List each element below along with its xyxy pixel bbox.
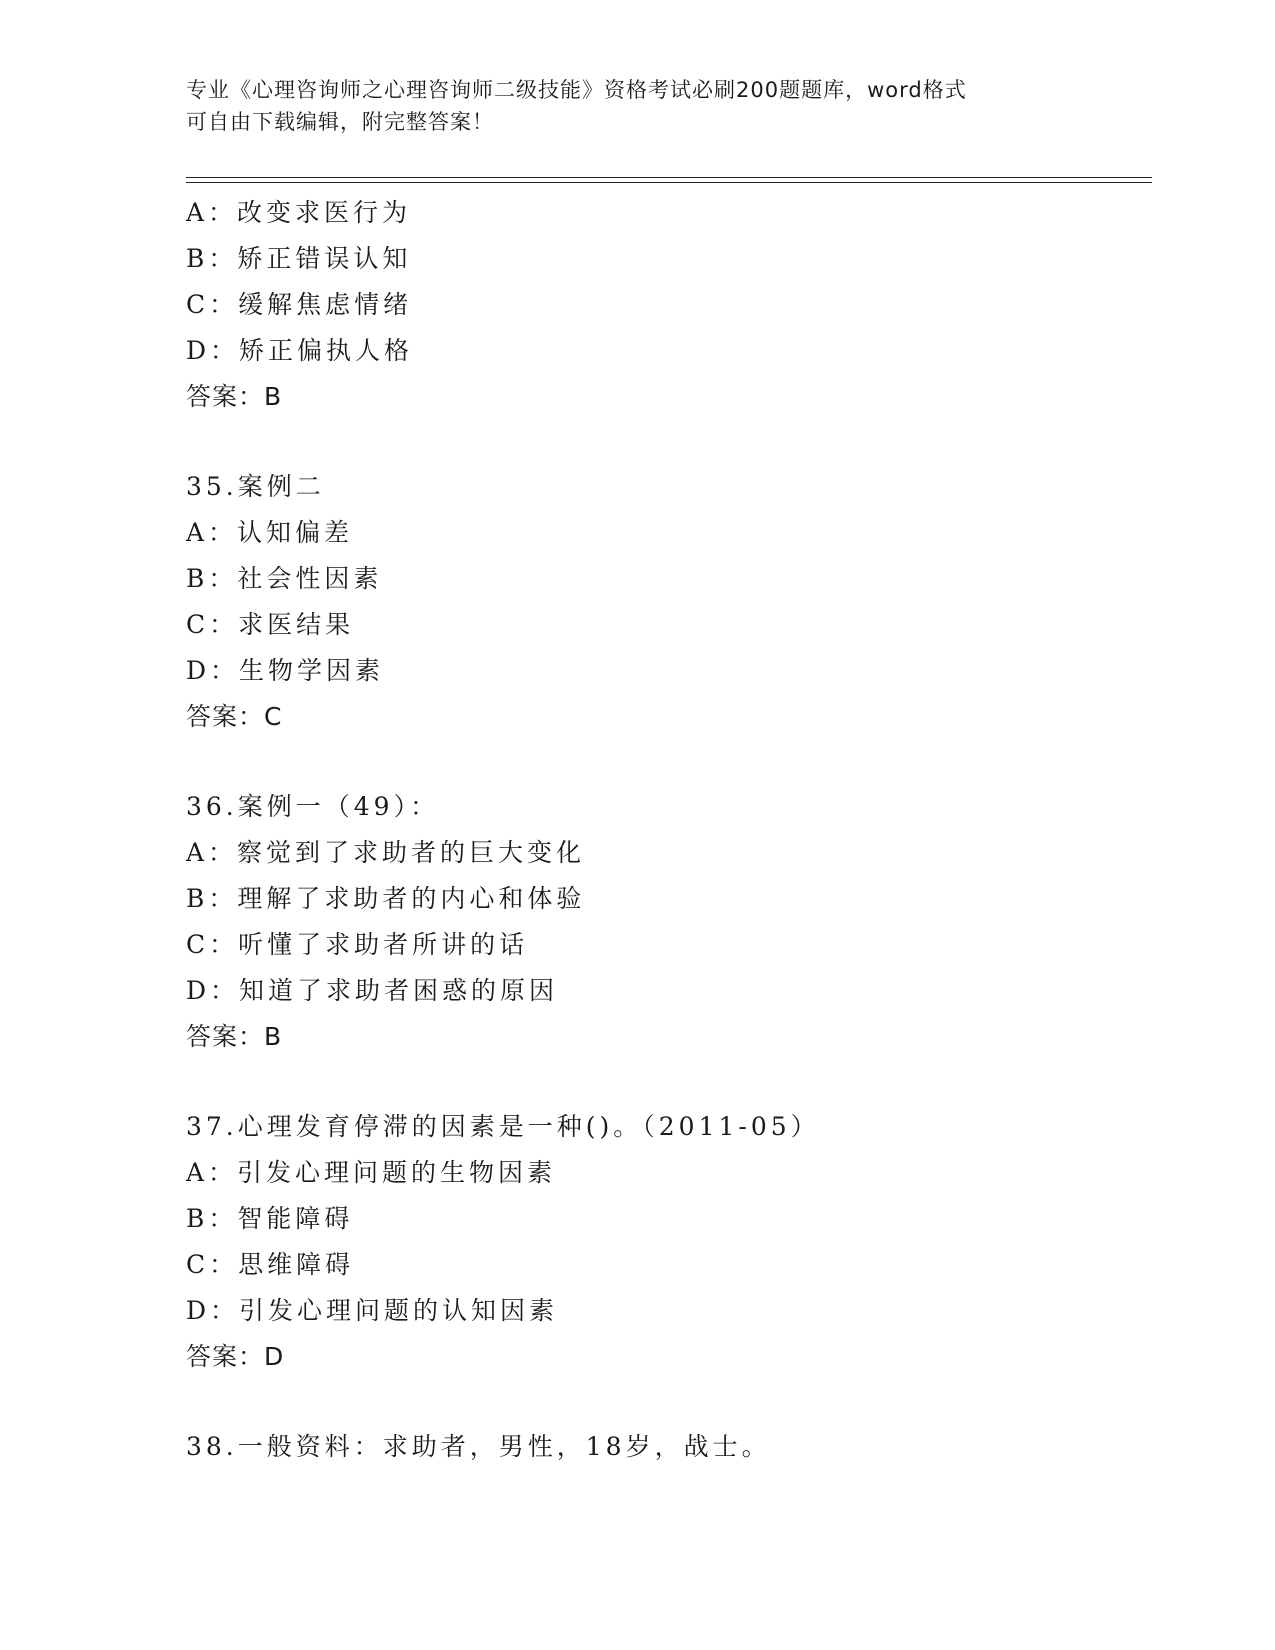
option-b: B：社会性因素 xyxy=(186,564,383,593)
answer: 答案：D xyxy=(186,1342,285,1371)
option-a: A：察觉到了求助者的巨大变化 xyxy=(186,838,586,867)
header-divider-bottom xyxy=(186,182,1152,183)
answer: 答案：B xyxy=(186,1022,283,1051)
option-d: D：生物学因素 xyxy=(186,656,385,685)
option-c: C：思维障碍 xyxy=(186,1250,355,1279)
option-d: D：知道了求助者困惑的原因 xyxy=(186,976,559,1005)
header-title-line-1: 专业《心理咨询师之心理咨询师二级技能》资格考试必刷200题题库，word格式 xyxy=(186,78,967,102)
question-stem: 36.案例一（49）： xyxy=(186,792,440,821)
document-header xyxy=(186,74,1086,138)
question-35 xyxy=(186,464,1152,740)
option-a: A：认知偏差 xyxy=(186,518,354,547)
option-b: B：矫正错误认知 xyxy=(186,244,412,273)
option-b: B：智能障碍 xyxy=(186,1204,354,1233)
question-36 xyxy=(186,784,1152,1060)
option-b: B：理解了求助者的内心和体验 xyxy=(186,884,586,913)
option-d: D：引发心理问题的认知因素 xyxy=(186,1296,559,1325)
question-38 xyxy=(186,1424,1152,1470)
question-stem: 38.一般资料：求助者，男性，18岁，战士。 xyxy=(186,1432,771,1461)
answer: 答案：C xyxy=(186,702,283,731)
option-c: C：听懂了求助者所讲的话 xyxy=(186,930,529,959)
header-divider-top xyxy=(186,177,1152,178)
question-34 xyxy=(186,190,1152,420)
option-c: C：缓解焦虑情绪 xyxy=(186,290,413,319)
answer: 答案：B xyxy=(186,382,283,411)
option-a: A：改变求医行为 xyxy=(186,198,412,227)
option-c: C：求医结果 xyxy=(186,610,355,639)
option-d: D：矫正偏执人格 xyxy=(186,336,414,365)
question-stem: 37.心理发育停滞的因素是一种()。（2011-05） xyxy=(186,1112,820,1141)
question-stem: 35.案例二 xyxy=(186,472,325,501)
question-list xyxy=(186,190,1152,1470)
header-title-line-2: 可自由下载编辑，附完整答案！ xyxy=(186,110,494,134)
option-a: A：引发心理问题的生物因素 xyxy=(186,1158,557,1187)
question-37 xyxy=(186,1104,1152,1380)
